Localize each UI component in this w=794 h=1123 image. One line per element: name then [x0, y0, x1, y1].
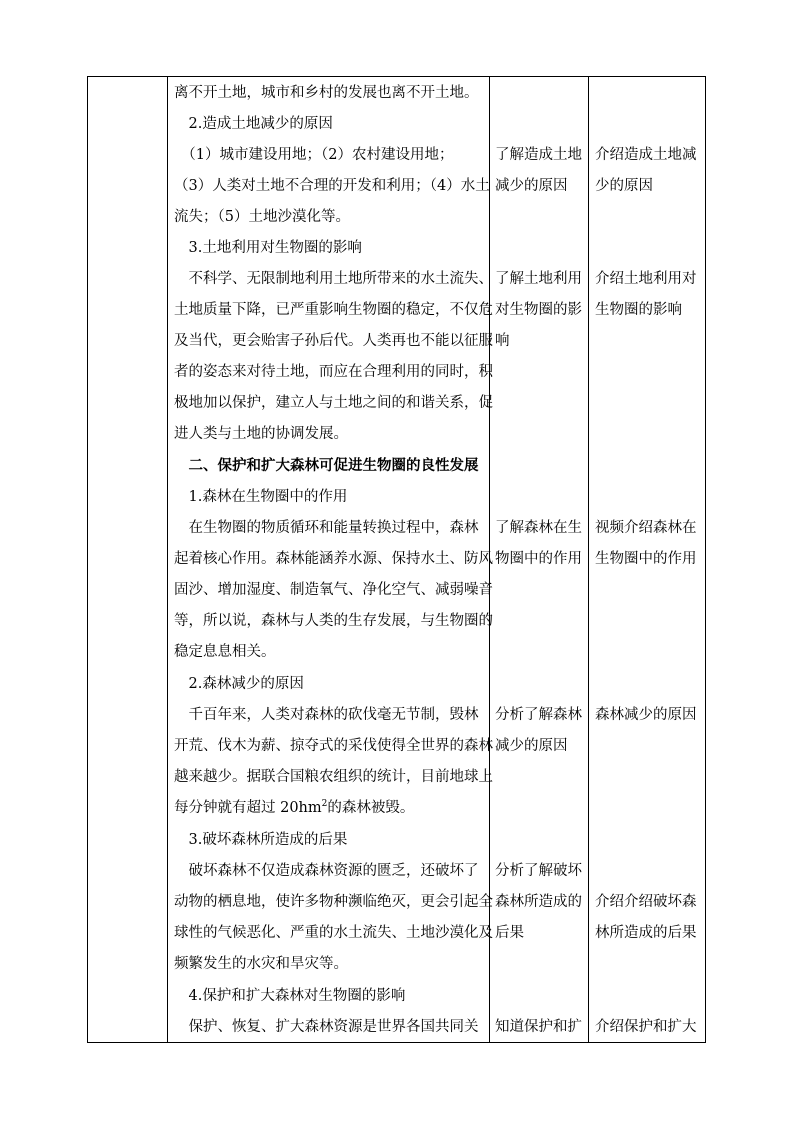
content-line: （1）城市建设用地；（2）农村建设用地； — [174, 147, 454, 163]
content-line: 球性的气候恶化、严重的水土流失、土地沙漠化及 — [174, 925, 493, 941]
teacher-line: 林所造成的后果 — [595, 925, 697, 941]
student-line: 了解土地利用 — [495, 271, 582, 287]
content-text: 的森林被毁。 — [327, 800, 415, 816]
content-line: 1.森林在生物圈中的作用 — [174, 489, 348, 505]
content-line: 起着核心作用。森林能涵养水源、保持水土、防风 — [174, 551, 493, 567]
teacher-line: 生物圈的影响 — [595, 302, 682, 318]
student-line: 物圈中的作用 — [495, 551, 582, 567]
teacher-line: 少的原因 — [595, 178, 653, 194]
content-line: 在生物圈的物质循环和能量转换过程中，森林 — [174, 520, 479, 536]
teacher-line: 介绍造成土地减 — [595, 147, 697, 163]
teacher-line: 介绍土地利用对 — [595, 271, 697, 287]
content-line: 不科学、无限制地利用土地所带来的水土流失、 — [174, 271, 493, 287]
content-line: 离不开土地，城市和乡村的发展也离不开土地。 — [174, 85, 479, 101]
teacher-line: 视频介绍森林在 — [595, 520, 697, 536]
student-line: 了解森林在生 — [495, 520, 582, 536]
student-line: 森林所造成的 — [495, 894, 582, 910]
content-line: 越来越少。据联合国粮农组织的统计，目前地球上 — [174, 769, 493, 785]
content-line: 千百年来，人类对森林的砍伐毫无节制，毁林 — [174, 707, 479, 723]
content-line: 者的姿态来对待土地，而应在合理利用的同时，积 — [174, 364, 493, 380]
student-line: 响 — [495, 333, 510, 349]
student-line: 减少的原因 — [495, 178, 568, 194]
superscript: 2 — [321, 799, 328, 809]
content-line: 开荒、伐木为薪、掠夺式的采伐使得全世界的森林 — [174, 738, 493, 754]
column-divider-3 — [588, 77, 589, 1042]
section-heading: 二、保护和扩大森林可促进生物圈的良性发展 — [174, 457, 479, 474]
teacher-line: 生物圈中的作用 — [595, 551, 697, 567]
content-line: 极地加以保护，建立人与土地之间的和谐关系，促 — [174, 395, 493, 411]
teacher-line: 介绍介绍破坏森 — [595, 894, 697, 910]
content-line: 2.造成土地减少的原因 — [174, 116, 333, 132]
content-line: 3.破坏森林所造成的后果 — [174, 832, 348, 848]
teacher-line: 森林减少的原因 — [595, 707, 697, 723]
column-divider-1 — [167, 77, 168, 1042]
content-line: 破坏森林不仅造成森林资源的匮乏，还破坏了 — [174, 863, 479, 879]
student-line: 对生物圈的影 — [495, 302, 582, 318]
content-line: 流失；（5）土地沙漠化等。 — [174, 209, 350, 225]
content-line: 3.土地利用对生物圈的影响 — [174, 240, 362, 256]
content-line: 进人类与土地的协调发展。 — [174, 426, 348, 442]
content-line: 2.森林减少的原因 — [174, 676, 304, 692]
student-line: 分析了解森林 — [495, 707, 582, 723]
teacher-line: 介绍保护和扩大 — [595, 1019, 697, 1035]
content-line: 土地质量下降，已严重影响生物圈的稳定，不仅危 — [174, 302, 493, 318]
content-line: 4.保护和扩大森林对生物圈的影响 — [174, 988, 406, 1004]
student-line: 分析了解破坏 — [495, 863, 582, 879]
content-line: 频繁发生的水灾和旱灾等。 — [174, 956, 348, 972]
content-text: 每分钟就有超过 20hm — [174, 800, 322, 816]
content-line: 等，所以说，森林与人类的生存发展，与生物圈的 — [174, 613, 493, 629]
content-line: 保护、恢复、扩大森林资源是世界各国共同关 — [174, 1019, 479, 1035]
content-line — [174, 798, 414, 818]
content-line: 动物的栖息地，使许多物种濒临绝灭，更会引起全 — [174, 894, 493, 910]
content-line: 及当代，更会贻害子孙后代。人类再也不能以征服 — [174, 333, 493, 349]
student-line: 后果 — [495, 925, 524, 941]
content-line: （3）人类对土地不合理的开发和利用；（4）水土 — [174, 178, 490, 194]
student-line: 减少的原因 — [495, 738, 568, 754]
content-line: 固沙、增加湿度、制造氧气、净化空气、减弱噪音 — [174, 582, 493, 598]
content-line: 稳定息息相关。 — [174, 644, 276, 660]
student-line: 知道保护和扩 — [495, 1019, 582, 1035]
student-line: 了解造成土地 — [495, 147, 582, 163]
